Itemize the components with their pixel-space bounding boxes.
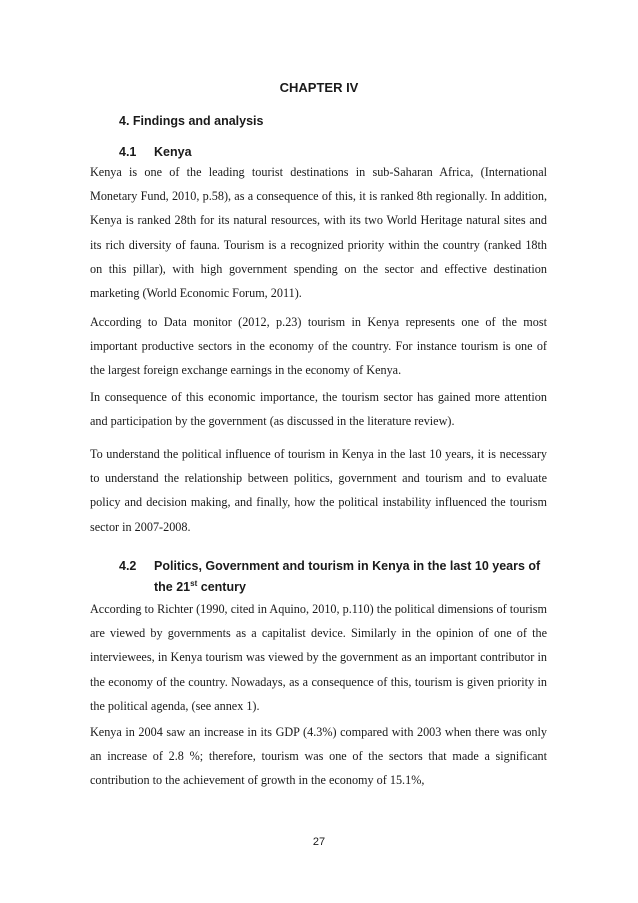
paragraph-gdp: Kenya in 2004 saw an increase in its GDP (4.3%) compared with 2003 when there was only an increase of 2.8 %; therefore, tourism was one of the sectors that made a significant contribution to the achievement of growth in the economy of 15.1%, — [90, 725, 547, 788]
paragraph-political-influence: To understand the political influence of tourism in Kenya in the last 10 years, it is necessary to understand the relationship between politics, government and tourism and to evaluate policy and decision making, and finally, how the political instability influenced the tourism sector in 2007-2008. — [90, 447, 547, 534]
subsection-number: 4.1 — [119, 145, 137, 159]
ordinal-suffix: st — [190, 579, 198, 588]
section-heading: 4. Findings and analysis — [119, 114, 264, 128]
subsection-title: Kenya — [154, 145, 192, 159]
subsection-number: 4.2 — [119, 559, 137, 573]
paragraph-kenya-intro: Kenya is one of the leading tourist destinations in sub-Saharan Africa, (International Monetary Fund, 2010, p.58), as a consequence of this, it is ranked 8th regionally. In addition, Kenya is ranked 28th for its natural resources, with its two World Heritage natural sites and its rich diversity of fauna. Tourism is a recognized priority within the country (ranked 18th on this pillar), with high government spending on the sector and effective destination marketing (World Economic Forum, 2011). — [90, 165, 547, 301]
paragraph-data-monitor: According to Data monitor (2012, p.23) tourism in Kenya represents one of the most important productive sectors in the economy of the country. For instance tourism is one of the largest foreign exchange earnings in the economy of Kenya. — [90, 315, 547, 378]
paragraph-richter: According to Richter (1990, cited in Aquino, 2010, p.110) the political dimensions of tourism are viewed by governments as a capitalist device. Similarly in the opinion of one of the interviewees, in Kenya tourism was viewed by the government as an important contributor in the economy of the country. Nowadays, as a consequence of this, tourism is given priority in the political agenda, (see annex 1). — [90, 602, 547, 713]
chapter-title: CHAPTER IV — [279, 80, 359, 95]
subsection-title — [154, 556, 549, 598]
page-number: 27 — [312, 836, 326, 848]
subsection-title-end: century — [197, 580, 246, 594]
subsection-title-main: Politics, Government and tourism in Kenya in the last 10 years of the 21 — [154, 559, 541, 594]
subsection-heading-politics — [119, 556, 549, 598]
paragraph-economic-importance: In consequence of this economic importance, the tourism sector has gained more attention and participation by the government (as discussed in the literature review). — [90, 390, 547, 429]
